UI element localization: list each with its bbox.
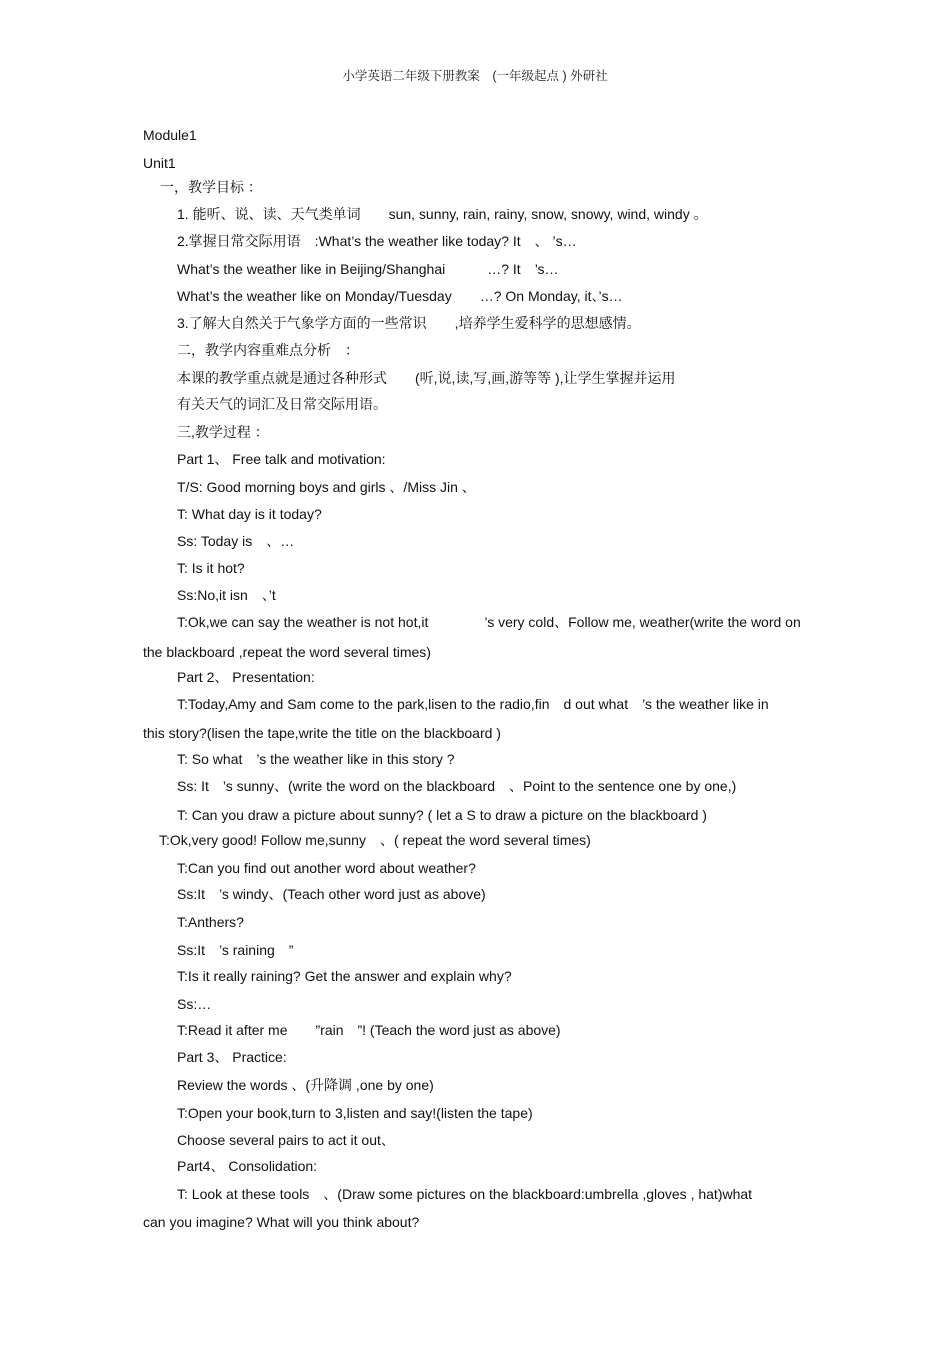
text-line: T/S: Good morning boys and girls 、/Miss Jin 、 bbox=[177, 479, 476, 495]
unit-title: Unit1 bbox=[143, 155, 176, 171]
text-line: T:Is it really raining? Get the answer and explain why? bbox=[177, 968, 512, 984]
text-line: Ss:No,it isn 、’t bbox=[177, 587, 276, 603]
text-line: T:Read it after me ”rain ”! (Teach the word just as above) bbox=[177, 1022, 561, 1038]
text-line: the blackboard ,repeat the word several times) bbox=[143, 644, 431, 660]
text-line: Ss:… bbox=[177, 996, 212, 1012]
text-line: What’s the weather like in Beijing/Shanghai …? It ’s… bbox=[177, 261, 559, 277]
text-line: T:Can you find out another word about weather? bbox=[177, 860, 476, 876]
part-heading: Part 1、 Free talk and motivation: bbox=[177, 451, 386, 467]
text-line: T: Can you draw a picture about sunny? ( let a S to draw a picture on the blackboard ) bbox=[177, 807, 707, 823]
text-line: T:Anthers? bbox=[177, 914, 244, 930]
section-heading-analysis: 二，教学内容重难点分析 ： bbox=[177, 342, 359, 358]
page-header: 小学英语二年级下册教案 (一年级起点 ) 外研社 bbox=[342, 69, 608, 83]
text-line: this story?(lisen the tape,write the title on the blackboard ) bbox=[143, 725, 501, 741]
text-line: can you imagine? What will you think about? bbox=[143, 1214, 420, 1230]
part-heading: Part 3、 Practice: bbox=[177, 1049, 287, 1065]
text-line: Ss: It ’s sunny、(write the word on the blackboard 、Point to the sentence one by one,) bbox=[177, 778, 737, 794]
text-line: 1. 能听、说、读、天气类单词 sun, sunny, rain, rainy, snow, snowy, wind, windy 。 bbox=[177, 206, 708, 222]
module-title: Module1 bbox=[143, 127, 197, 143]
text-line: T: Is it hot? bbox=[177, 560, 245, 576]
text-line: Ss: Today is 、… bbox=[177, 533, 295, 549]
text-line: T:Ok,we can say the weather is not hot,it ’s very cold、Follow me, weather(write the word on bbox=[177, 614, 801, 630]
part-heading: Part4、 Consolidation: bbox=[177, 1158, 318, 1174]
text-line: T: So what ’s the weather like in this story ? bbox=[177, 751, 455, 767]
text-line: Review the words 、(升降调 ,one by one) bbox=[177, 1077, 434, 1093]
text-line: Ss:It ’s raining ” bbox=[177, 942, 294, 958]
text-line: What’s the weather like on Monday/Tuesday …? On Monday, it、’s… bbox=[177, 288, 623, 304]
section-heading-process: 三,教学过程 ： bbox=[177, 424, 269, 440]
text-line: T:Open your book,turn to 3,listen and say!(listen the tape) bbox=[177, 1105, 533, 1121]
text-line: 有关天气的词汇及日常交际用语。 bbox=[177, 396, 387, 412]
text-line: T: What day is it today? bbox=[177, 506, 322, 522]
text-line: T: Look at these tools 、(Draw some pictures on the blackboard:umbrella ,gloves , hat)what bbox=[177, 1186, 753, 1202]
section-heading-goals: 一，教学目标 ： bbox=[160, 179, 262, 195]
text-line: 本课的教学重点就是通过各种形式 (听,说,读,写,画,游等等 ),让学生掌握并运用 bbox=[177, 370, 676, 386]
text-line: 2.掌握日常交际用语 :What’s the weather like today? It 、 ’s… bbox=[177, 233, 577, 249]
text-line: T:Ok,very good! Follow me,sunny 、( repeat the word several times) bbox=[159, 832, 591, 848]
text-line: Ss:It ’s windy、(Teach other word just as above) bbox=[177, 886, 486, 902]
text-line: Choose several pairs to act it out、 bbox=[177, 1132, 395, 1148]
part-heading: Part 2、 Presentation: bbox=[177, 669, 315, 685]
text-line: 3.了解大自然关于气象学方面的一些常识 ,培养学生爱科学的思想感情。 bbox=[177, 315, 641, 331]
text-line: T:Today,Amy and Sam come to the park,lisen to the radio,fin d out what ’s the weather like in bbox=[177, 696, 769, 712]
